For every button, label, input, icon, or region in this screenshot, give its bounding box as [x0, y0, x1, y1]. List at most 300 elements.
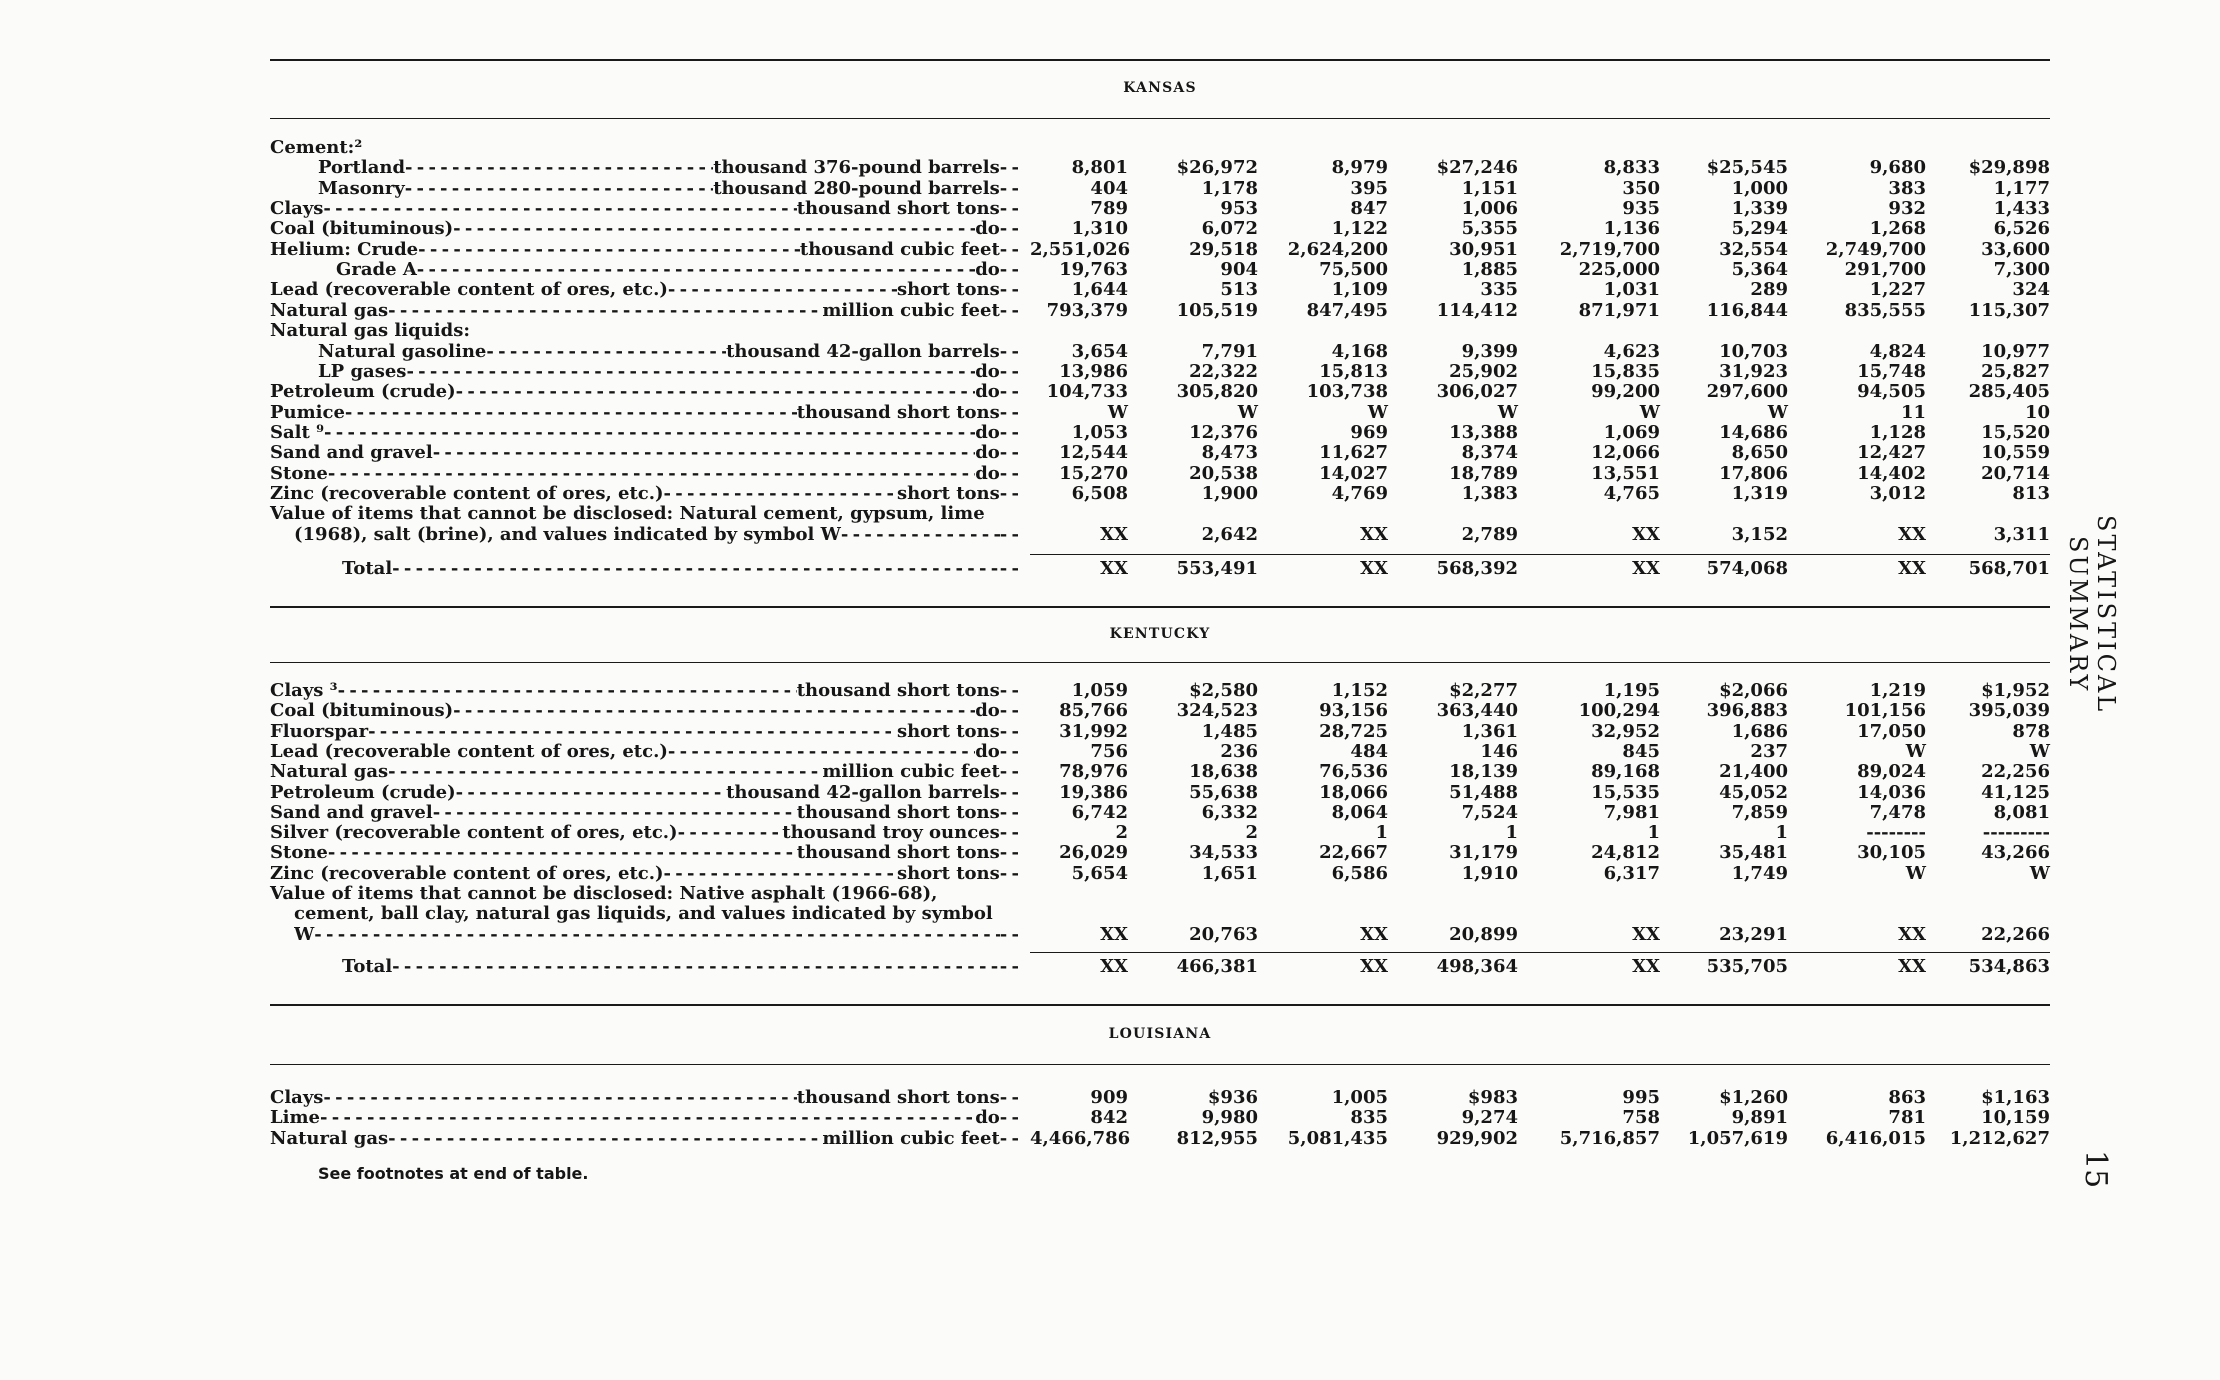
- item-name: Pumice: [270, 402, 345, 423]
- section-rule: [270, 118, 2050, 119]
- item-unit: do: [975, 422, 1000, 443]
- table-cell: 1,227: [1869, 279, 1926, 301]
- table-cell: --------: [1866, 822, 1926, 844]
- dot-leader: [486, 342, 726, 362]
- dot-leader-tail: - -: [999, 361, 1018, 382]
- item-unit: do: [975, 701, 1000, 722]
- total-cell: XX: [1100, 956, 1128, 977]
- dot-leader-tail: - -: [999, 957, 1018, 977]
- table-cell: $936: [1207, 1087, 1258, 1108]
- dot-leader: [418, 240, 800, 260]
- table-cell: XX: [1898, 523, 1926, 545]
- row-label: [294, 925, 1018, 945]
- item-name: Coal (bituminous): [270, 219, 454, 240]
- dot-leader: [392, 957, 1000, 977]
- dot-leader-tail: - -: [999, 239, 1018, 260]
- table-row: [270, 158, 2050, 178]
- table-cell: 835,555: [1844, 299, 1926, 321]
- table-cell: 1,219: [1869, 680, 1926, 701]
- dot-leader-tail: - -: [999, 178, 1018, 199]
- table-cell: 5,081,435: [1287, 1127, 1388, 1149]
- dot-leader-tail: - -: [999, 260, 1018, 281]
- row-label: [270, 240, 1018, 260]
- row-label: [318, 158, 1018, 178]
- table-cell: 32,952: [1591, 720, 1660, 742]
- table-cell: 6,742: [1071, 801, 1128, 823]
- table-cell: 31,179: [1449, 842, 1518, 864]
- table-row: [270, 280, 2050, 300]
- dot-leader-tail: - -: [999, 443, 1018, 464]
- row-label: [270, 701, 1018, 721]
- table-cell: 7,791: [1201, 340, 1258, 362]
- total-cell: 534,863: [1968, 956, 2050, 977]
- table-cell: 41,125: [1981, 781, 2050, 803]
- table-cell: 6,317: [1603, 862, 1660, 884]
- table-cell: 35,481: [1719, 842, 1788, 864]
- table-cell: 995: [1622, 1087, 1660, 1108]
- table-cell: W: [1497, 401, 1518, 423]
- table-cell: 395,039: [1968, 700, 2050, 722]
- total-cell: 466,381: [1176, 956, 1258, 977]
- table-cell: 5,364: [1731, 259, 1788, 281]
- table-cell: 1,195: [1603, 680, 1660, 701]
- dot-leader-tail: - -: [999, 382, 1018, 403]
- table-cell: 34,533: [1189, 842, 1258, 864]
- item-name: Natural gas: [270, 762, 389, 783]
- table-cell: 756: [1090, 740, 1128, 762]
- table-cell: 305,820: [1176, 381, 1258, 403]
- row-label: [270, 1129, 1018, 1149]
- total-cell: XX: [1100, 558, 1128, 579]
- section-title-kentucky: KENTUCKY: [1109, 626, 1211, 642]
- table-cell: W: [1905, 740, 1926, 762]
- table-cell: 29,518: [1189, 238, 1258, 260]
- item-name: Value of items that cannot be disclosed: Native asphalt (1966-68),: [270, 883, 938, 904]
- dot-leader-tail: - -: [999, 823, 1018, 844]
- item-name: Natural gasoline: [318, 341, 487, 362]
- table-cell: 324,523: [1176, 700, 1258, 722]
- table-row: [270, 722, 2050, 742]
- table-row: [270, 138, 2050, 158]
- table-cell: 20,763: [1189, 923, 1258, 945]
- item-unit: do: [975, 260, 1000, 281]
- section-rule: [270, 1004, 2050, 1006]
- table-cell: 8,374: [1461, 442, 1518, 464]
- dot-leader-tail: - -: [999, 158, 1018, 179]
- table-cell: 1,749: [1731, 862, 1788, 884]
- table-cell: 289: [1750, 279, 1788, 301]
- dot-leader: [406, 362, 975, 382]
- table-cell: 9,680: [1869, 157, 1926, 179]
- section-rule: [270, 662, 2050, 663]
- table-cell: 21,400: [1719, 761, 1788, 783]
- table-cell: 11: [1900, 401, 1926, 423]
- item-name: Silver (recoverable content of ores, etc.): [270, 823, 678, 844]
- table-cell: 43,266: [1981, 842, 2050, 864]
- dot-leader-tail: - -: [999, 219, 1018, 240]
- table-cell: 10,703: [1719, 340, 1788, 362]
- item-name: Coal (bituminous): [270, 701, 454, 722]
- row-label: [342, 957, 1018, 977]
- item-unit: do: [975, 382, 1000, 403]
- dot-leader: [678, 823, 783, 843]
- total-rule: [1030, 554, 2050, 555]
- table-cell: 4,168: [1331, 340, 1388, 362]
- table-cell: 932: [1888, 198, 1926, 220]
- table-cell: 835: [1350, 1107, 1388, 1129]
- dot-leader: [388, 762, 822, 782]
- table-row: [270, 199, 2050, 219]
- table-cell: 33,600: [1981, 238, 2050, 260]
- table-cell: 4,623: [1603, 340, 1660, 362]
- table-cell: 89,168: [1591, 761, 1660, 783]
- item-unit: thousand short tons: [796, 843, 1000, 864]
- table-cell: 1,651: [1201, 862, 1258, 884]
- dot-leader: [328, 843, 797, 863]
- table-cell: 324: [2012, 279, 2050, 301]
- table-cell: 1,059: [1071, 680, 1128, 701]
- dot-leader-tail: - -: [999, 863, 1018, 884]
- table-cell: 14,027: [1319, 462, 1388, 484]
- table-cell: 55,638: [1189, 781, 1258, 803]
- table-row: [270, 843, 2050, 863]
- item-unit: do: [975, 741, 1000, 762]
- table-cell: 2,624,200: [1287, 238, 1388, 260]
- table-cell: 1,910: [1461, 862, 1518, 884]
- table-cell: W: [1639, 401, 1660, 423]
- table-cell: 1,212,627: [1949, 1127, 2050, 1149]
- dot-leader-tail: - -: [999, 524, 1018, 545]
- table-cell: $1,952: [1981, 680, 2050, 701]
- dot-leader: [668, 280, 897, 300]
- table-row: [270, 783, 2050, 803]
- table-cell: 25,902: [1449, 360, 1518, 382]
- dot-leader: [388, 301, 822, 321]
- table-cell: 10,977: [1981, 340, 2050, 362]
- item-unit: million cubic feet: [822, 1128, 1000, 1149]
- item-name: Clays: [270, 199, 324, 220]
- table-cell: 9,399: [1461, 340, 1518, 362]
- table-cell: 5,355: [1461, 218, 1518, 240]
- footnote: See footnotes at end of table.: [318, 1164, 589, 1183]
- table-cell: 396,883: [1706, 700, 1788, 722]
- item-name: Clays: [270, 1088, 324, 1108]
- total-cell: XX: [1632, 956, 1660, 977]
- row-label: [270, 443, 1018, 463]
- item-unit: thousand short tons: [796, 199, 1000, 220]
- row-label: [270, 199, 1018, 219]
- table-cell: 6,586: [1331, 862, 1388, 884]
- table-cell: 350: [1622, 177, 1660, 199]
- table-row: [270, 403, 2050, 423]
- table-cell: 4,466,786: [1030, 1127, 1131, 1149]
- dot-leader-tail: - -: [999, 422, 1018, 443]
- table-cell: 25,827: [1981, 360, 2050, 382]
- dot-leader-tail: - -: [999, 1128, 1018, 1149]
- total-cell: XX: [1360, 558, 1388, 579]
- item-unit: do: [975, 219, 1000, 240]
- item-unit: thousand short tons: [796, 402, 1000, 423]
- dot-leader: [328, 464, 975, 484]
- item-name: Value of items that cannot be disclosed: Natural cement, gypsum, lime: [270, 503, 985, 525]
- table-cell: XX: [1360, 523, 1388, 545]
- table-cell: 1,433: [1993, 198, 2050, 220]
- dot-leader-tail: - -: [999, 741, 1018, 762]
- table-cell: 2,749,700: [1825, 238, 1926, 260]
- table-cell: W: [2029, 862, 2050, 884]
- row-label: [318, 342, 1018, 362]
- dot-leader-tail: - -: [999, 782, 1018, 803]
- dot-leader: [456, 783, 726, 803]
- row-label: [294, 525, 1018, 545]
- table-cell: 4,824: [1869, 340, 1926, 362]
- item-name: Lead (recoverable content of ores, etc.): [270, 741, 668, 762]
- table-cell: 13,551: [1591, 462, 1660, 484]
- item-name: Clays ³: [270, 681, 338, 701]
- dot-leader-tail: - -: [999, 1108, 1018, 1129]
- table-cell: 30,105: [1857, 842, 1926, 864]
- table-cell: 1,339: [1731, 198, 1788, 220]
- table-cell: 1,069: [1603, 421, 1660, 443]
- table-cell: 14,686: [1719, 421, 1788, 443]
- item-name: Natural gas: [270, 300, 389, 321]
- table-cell: 15,270: [1059, 462, 1128, 484]
- dot-leader: [456, 382, 976, 402]
- table-cell: 909: [1090, 1087, 1128, 1108]
- table-cell: 85,766: [1059, 700, 1128, 722]
- table-cell: XX: [1898, 923, 1926, 945]
- table-cell: 306,027: [1436, 381, 1518, 403]
- dot-leader: [368, 722, 897, 742]
- table-cell: 7,300: [1993, 259, 2050, 281]
- table-row: [270, 762, 2050, 782]
- table-cell: 758: [1622, 1107, 1660, 1129]
- total-cell: 498,364: [1436, 956, 1518, 977]
- dot-leader: [323, 1088, 796, 1108]
- dot-leader: [323, 199, 796, 219]
- dot-leader: [841, 525, 1000, 545]
- table-cell: 935: [1622, 198, 1660, 220]
- table-cell: 297,600: [1706, 381, 1788, 403]
- table-row: [270, 1129, 2050, 1149]
- table-cell: 812,955: [1176, 1127, 1258, 1149]
- dot-leader: [433, 803, 797, 823]
- row-label: [270, 280, 1018, 300]
- table-cell: 793,379: [1046, 299, 1128, 321]
- table-cell: 1,900: [1201, 482, 1258, 504]
- table-cell: 18,638: [1189, 761, 1258, 783]
- table-cell: 1: [1775, 822, 1788, 844]
- item-name: Salt ⁹: [270, 422, 324, 443]
- dot-leader: [664, 484, 897, 504]
- table-cell: 23,291: [1719, 923, 1788, 945]
- table-row: [270, 301, 2050, 321]
- table-cell: 3,012: [1869, 482, 1926, 504]
- item-name: Petroleum (crude): [270, 382, 456, 403]
- running-head: STATISTICAL SUMMARY: [2064, 515, 2120, 715]
- dot-leader-tail: - -: [999, 762, 1018, 783]
- dot-leader: [668, 742, 975, 762]
- table-cell: 1: [1505, 822, 1518, 844]
- item-name: Masonry: [318, 178, 405, 199]
- table-cell: W: [1905, 862, 1926, 884]
- item-unit: thousand 376-pound barrels: [713, 158, 1000, 179]
- item-name: Lead (recoverable content of ores, etc.): [270, 280, 668, 301]
- table-cell: 114,412: [1436, 299, 1518, 321]
- table-cell: 20,538: [1189, 462, 1258, 484]
- row-label: [270, 1088, 1018, 1108]
- table-cell: 31,923: [1719, 360, 1788, 382]
- table-cell: 18,066: [1319, 781, 1388, 803]
- item-name: Lime: [270, 1108, 320, 1129]
- table-cell: 1,151: [1461, 177, 1518, 199]
- table-cell: 1,031: [1603, 279, 1660, 301]
- table-cell: 1,057,619: [1687, 1127, 1788, 1149]
- row-label: [270, 864, 1018, 884]
- table-cell: 78,976: [1059, 761, 1128, 783]
- dot-leader: [664, 864, 897, 884]
- table-cell: 45,052: [1719, 781, 1788, 803]
- table-cell: XX: [1632, 923, 1660, 945]
- table-cell: 1: [1375, 822, 1388, 844]
- table-cell: 100,294: [1578, 700, 1660, 722]
- table-cell: 15,813: [1319, 360, 1388, 382]
- row-label: [270, 484, 1018, 504]
- table-row: [270, 464, 2050, 484]
- table-row: [270, 742, 2050, 762]
- table-cell: 5,716,857: [1559, 1127, 1660, 1149]
- section-title-kansas: KANSAS: [1123, 80, 1197, 96]
- table-cell: 26,029: [1059, 842, 1128, 864]
- total-cell: XX: [1898, 956, 1926, 977]
- table-cell: 2,719,700: [1559, 238, 1660, 260]
- dot-leader-tail: - -: [999, 681, 1018, 701]
- item-name: Total: [342, 957, 393, 977]
- table-cell: 383: [1888, 177, 1926, 199]
- table-cell: 1,177: [1993, 177, 2050, 199]
- table-cell: 3,311: [1993, 523, 2050, 545]
- item-unit: short tons: [896, 483, 1000, 504]
- table-cell: 1,122: [1331, 218, 1388, 240]
- item-unit: thousand short tons: [796, 681, 1000, 701]
- table-cell: 969: [1350, 421, 1388, 443]
- table-cell: 929,902: [1436, 1127, 1518, 1149]
- item-unit: million cubic feet: [822, 762, 1000, 783]
- table-cell: 789: [1090, 198, 1128, 220]
- table-cell: 1,005: [1331, 1087, 1388, 1108]
- item-unit: thousand 42-gallon barrels: [726, 341, 1000, 362]
- table-cell: 1,178: [1201, 177, 1258, 199]
- table-cell: 10,559: [1981, 442, 2050, 464]
- row-label: [270, 823, 1018, 843]
- item-unit: thousand short tons: [796, 1088, 1000, 1108]
- dot-leader: [388, 1129, 822, 1149]
- table-cell: $2,580: [1189, 680, 1258, 701]
- item-name: cement, ball clay, natural gas liquids, and values indicated by symbol: [294, 903, 993, 925]
- item-name: Portland: [318, 158, 406, 179]
- table-cell: 9,980: [1201, 1107, 1258, 1129]
- table-row: [270, 240, 2050, 260]
- total-cell: XX: [1632, 558, 1660, 579]
- table-row: [270, 864, 2050, 884]
- table-cell: 335: [1480, 279, 1518, 301]
- dot-leader-tail: - -: [999, 463, 1018, 484]
- dot-leader-tail: - -: [999, 802, 1018, 823]
- dot-leader-tail: - -: [999, 341, 1018, 362]
- table-cell: 12,066: [1591, 442, 1660, 464]
- table-cell: 10,159: [1981, 1107, 2050, 1129]
- dot-leader: [314, 925, 1000, 945]
- table-cell: 22,266: [1981, 923, 2050, 945]
- table-cell: 24,812: [1591, 842, 1660, 864]
- table-cell: 8,979: [1331, 157, 1388, 179]
- top-rule: [270, 59, 2050, 61]
- item-name: Zinc (recoverable content of ores, etc.): [270, 483, 664, 504]
- row-label: [270, 803, 1018, 823]
- table-row: [270, 803, 2050, 823]
- dot-leader-tail: - -: [999, 1088, 1018, 1108]
- table-row: [270, 219, 2050, 239]
- table-cell: 404: [1090, 177, 1128, 199]
- row-label: [270, 722, 1018, 742]
- table-cell: 3,152: [1731, 523, 1788, 545]
- table-row: [270, 362, 2050, 382]
- item-name: Total: [342, 559, 393, 579]
- table-cell: 7,859: [1731, 801, 1788, 823]
- table-cell: 19,763: [1059, 259, 1128, 281]
- table-cell: 2,789: [1461, 523, 1518, 545]
- table-cell: 10: [2024, 401, 2050, 423]
- table-cell: 105,519: [1176, 299, 1258, 321]
- table-cell: 1,128: [1869, 421, 1926, 443]
- item-name: (1968), salt (brine), and values indicated by symbol W: [294, 524, 841, 545]
- table-cell: 13,986: [1059, 360, 1128, 382]
- table-cell: 2,642: [1201, 523, 1258, 545]
- table-row: [270, 504, 2050, 524]
- table-row: [270, 525, 2050, 545]
- row-label: [336, 260, 1018, 280]
- table-cell: 8,473: [1201, 442, 1258, 464]
- row-label: [270, 762, 1018, 782]
- table-cell: 237: [1750, 740, 1788, 762]
- table-cell: 842: [1090, 1107, 1128, 1129]
- table-cell: 9,274: [1461, 1107, 1518, 1129]
- table-cell: 4,765: [1603, 482, 1660, 504]
- table-cell: 225,000: [1578, 259, 1660, 281]
- table-cell: 7,478: [1869, 801, 1926, 823]
- table-cell: $983: [1467, 1087, 1518, 1108]
- table-cell: 2: [1115, 822, 1128, 844]
- table-row: [270, 904, 2050, 924]
- dot-leader-tail: - -: [999, 721, 1018, 742]
- table-cell: 15,835: [1591, 360, 1660, 382]
- table-cell: 395: [1350, 177, 1388, 199]
- total-cell: 568,392: [1436, 558, 1518, 579]
- dot-leader: [453, 219, 975, 239]
- table-cell: 513: [1220, 279, 1258, 301]
- table-cell: 8,801: [1071, 157, 1128, 179]
- table-cell: $29,898: [1968, 157, 2050, 179]
- table-cell: 1,053: [1071, 421, 1128, 443]
- table-cell: 236: [1220, 740, 1258, 762]
- table-cell: 12,376: [1189, 421, 1258, 443]
- table-cell: 22,322: [1189, 360, 1258, 382]
- table-row: [270, 925, 2050, 945]
- item-name: Fluorspar: [270, 721, 369, 742]
- row-label: [270, 681, 1018, 701]
- table-cell: 76,536: [1319, 761, 1388, 783]
- item-unit: do: [975, 463, 1000, 484]
